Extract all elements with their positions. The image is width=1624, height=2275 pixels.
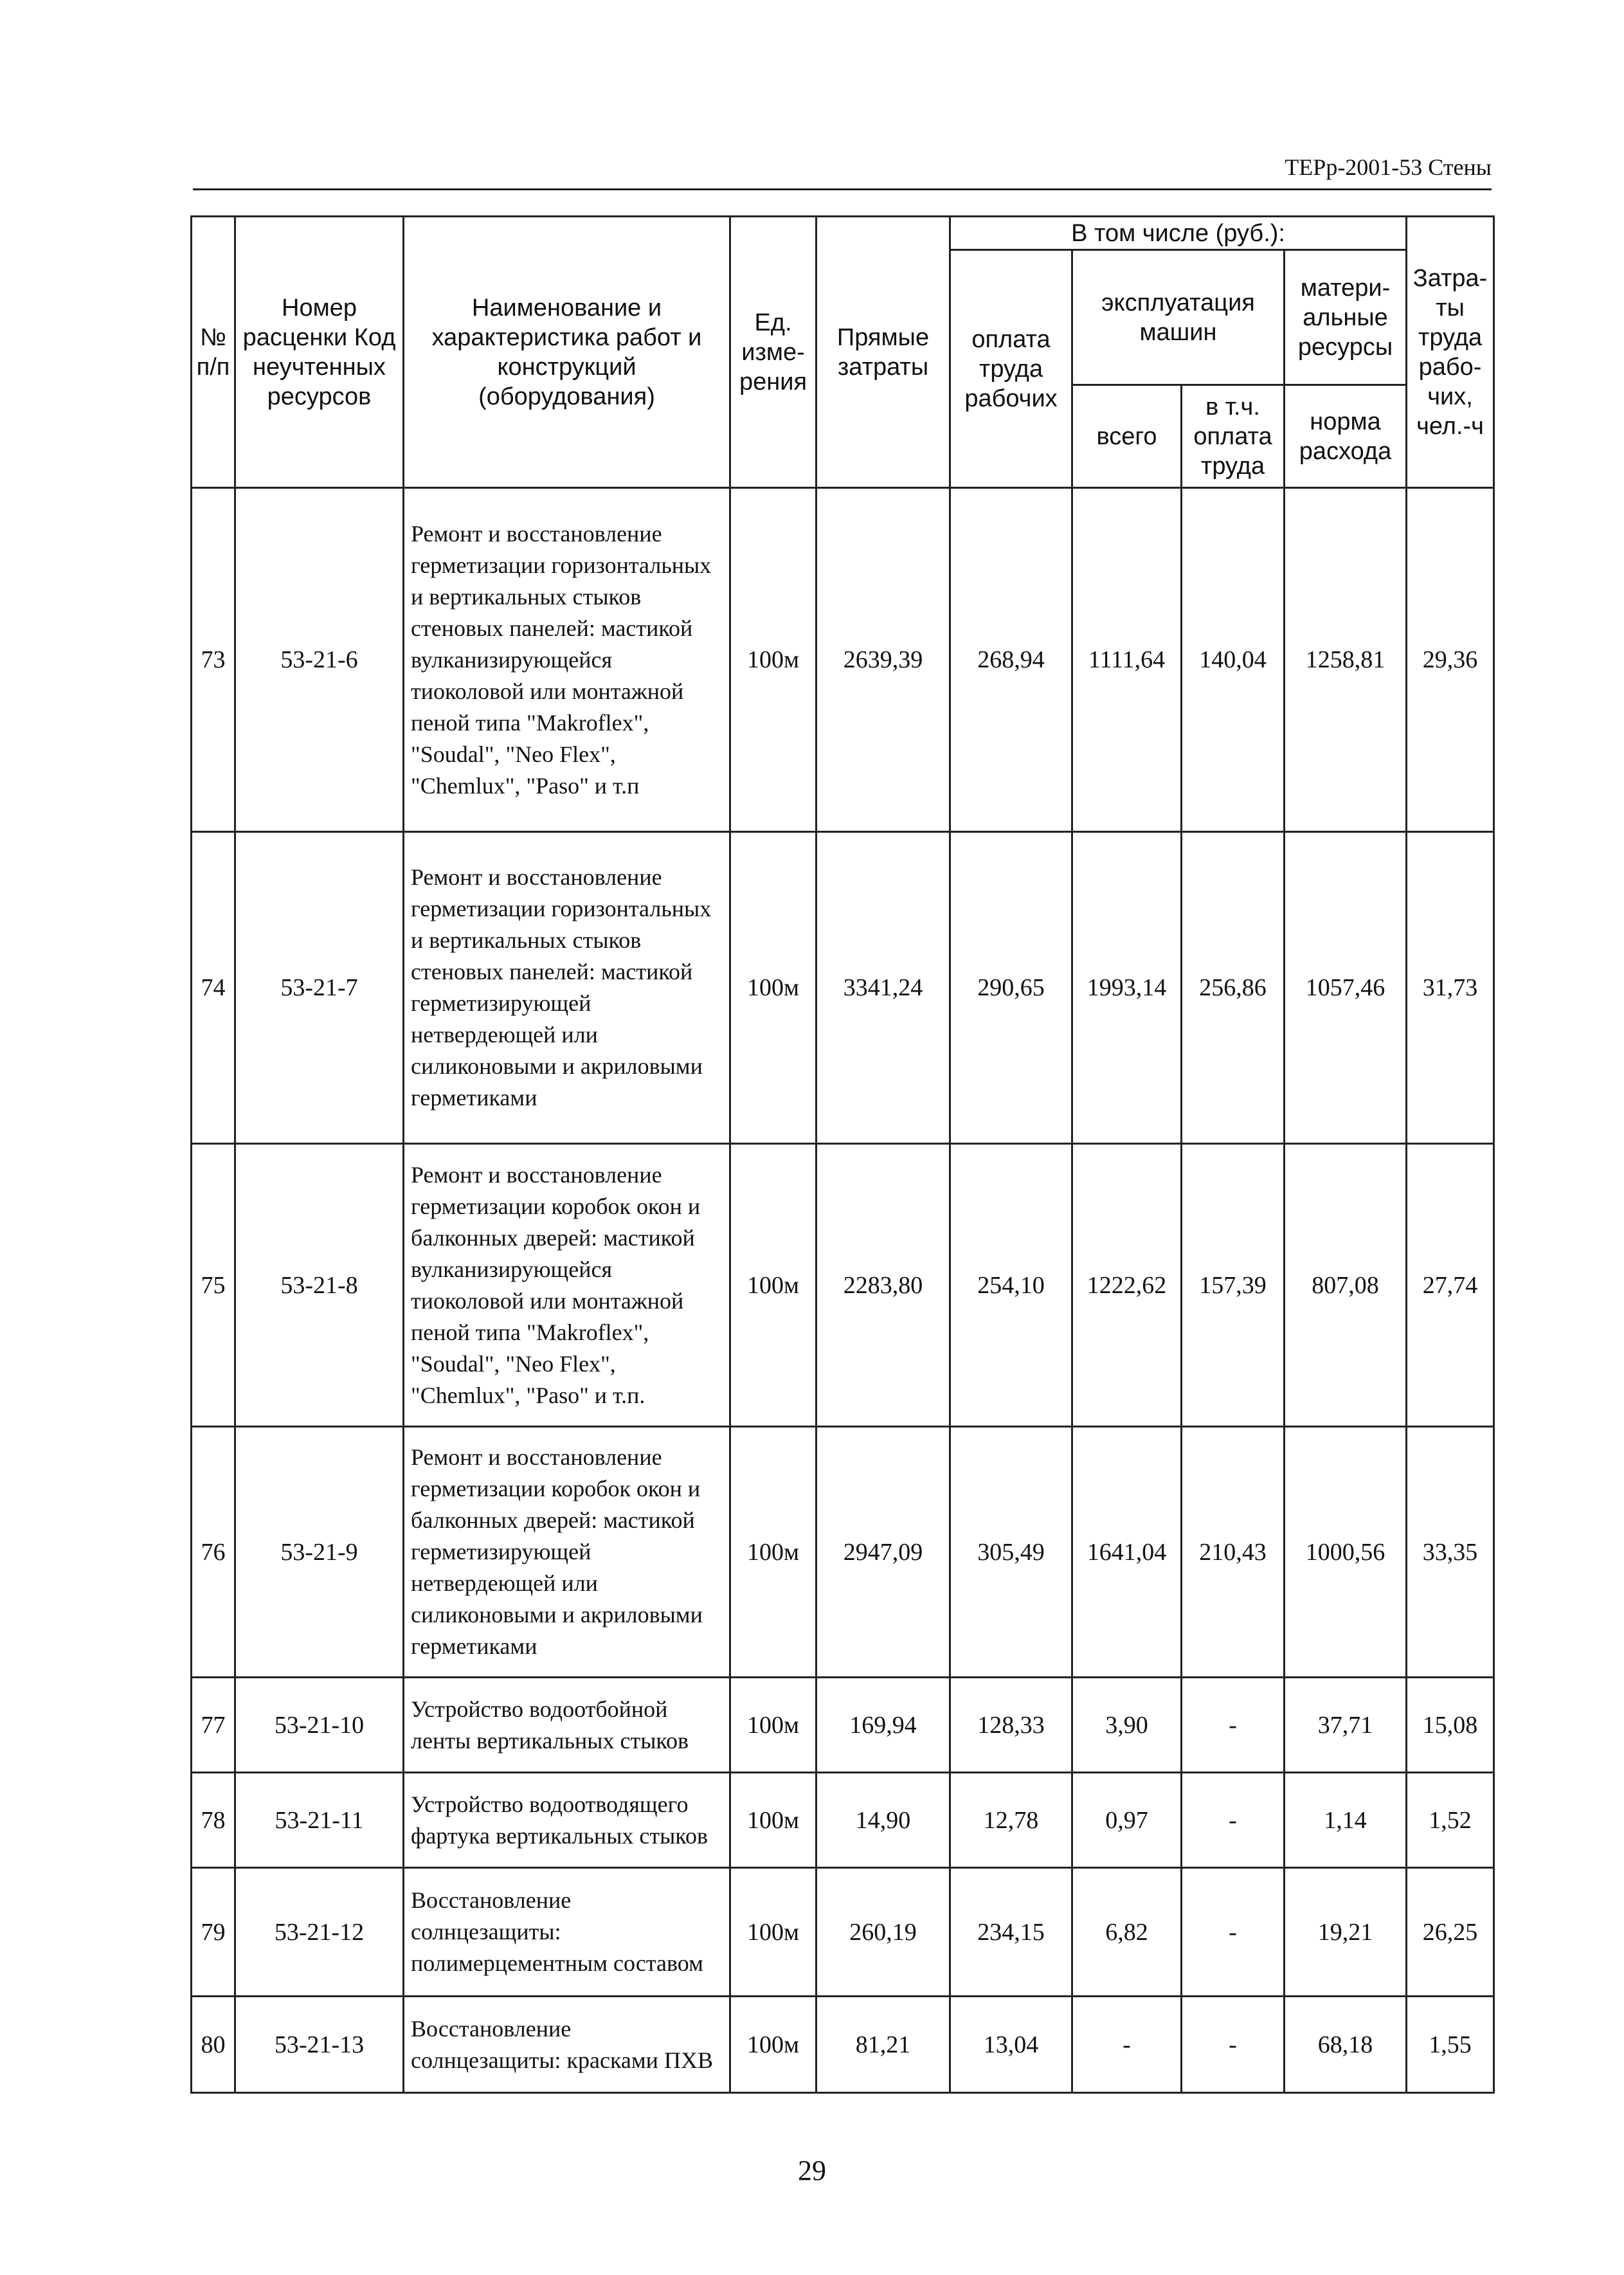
cell-direct: 2947,09: [817, 1427, 950, 1678]
cell-labor-hours: 29,36: [1407, 488, 1494, 832]
cell-unit: 100м: [730, 1773, 817, 1868]
table-row: [192, 1997, 1494, 2093]
cell-labor-pay: 13,04: [950, 1997, 1072, 2093]
document-code: ТЕРр-2001-53 Стены: [1285, 154, 1492, 180]
cell-num: 77: [192, 1678, 235, 1773]
rates-table: [190, 215, 1495, 2094]
table-row: [192, 1868, 1494, 1997]
cell-name: Устройство водоотбойной ленты вертикальных стыков: [404, 1678, 730, 1773]
header-machines: эксплуатация машин: [1072, 250, 1285, 385]
cell-name: Ремонт и восстановление герметизации коробок окон и балконных дверей: мастикой герметизирующей нетвердеющей или силиконовыми и акриловыми герметиками: [404, 1427, 730, 1678]
cell-code: 53-21-9: [235, 1427, 404, 1678]
cell-mach-pay: 210,43: [1182, 1427, 1285, 1678]
table-row: [192, 1144, 1494, 1427]
cell-unit: 100м: [730, 1427, 817, 1678]
cell-direct: 81,21: [817, 1997, 950, 2093]
cell-name: Ремонт и восстановление герметизации горизонтальных и вертикальных стыков стеновых панелей: мастикой герметизирующей нетвердеющей или силиконовыми и акриловыми герметиками: [404, 832, 730, 1144]
cell-name: Ремонт и восстановление герметизации коробок окон и балконных дверей: мастикой вулканизирующейся тиоколовой или монтажной пеной типа "Makroflex", "Soudal", "Neo Flex", "Chemlux", "Paso" и т.п.: [404, 1144, 730, 1427]
cell-code: 53-21-7: [235, 832, 404, 1144]
header-labor-pay: оплата труда рабочих: [950, 250, 1072, 488]
cell-code: 53-21-10: [235, 1678, 404, 1773]
cell-code: 53-21-13: [235, 1997, 404, 2093]
cell-mach-pay: -: [1182, 1678, 1285, 1773]
cell-labor-pay: 12,78: [950, 1773, 1072, 1868]
cell-direct: 260,19: [817, 1868, 950, 1997]
cell-name: Устройство водоотводящего фартука вертикальных стыков: [404, 1773, 730, 1868]
header-num: № п/п: [192, 217, 235, 488]
cell-mach-total: 3,90: [1072, 1678, 1182, 1773]
cell-labor-hours: 27,74: [1407, 1144, 1494, 1427]
cell-labor-pay: 305,49: [950, 1427, 1072, 1678]
cell-num: 78: [192, 1773, 235, 1868]
cell-mach-total: 6,82: [1072, 1868, 1182, 1997]
cell-name: Ремонт и восстановление герметизации горизонтальных и вертикальных стыков стеновых панелей: мастикой вулканизирующейся тиоколовой или монтажной пеной типа "Makroflex", "Soudal", "Neo Flex", "Chemlux", "Paso" и т.п: [404, 488, 730, 832]
cell-labor-pay: 254,10: [950, 1144, 1072, 1427]
cell-materials: 68,18: [1285, 1997, 1407, 2093]
cell-num: 80: [192, 1997, 235, 2093]
cell-num: 79: [192, 1868, 235, 1997]
header-materials: матери-альные ресурсы: [1285, 250, 1407, 385]
cell-unit: 100м: [730, 488, 817, 832]
cell-mach-total: 1222,62: [1072, 1144, 1182, 1427]
cell-labor-hours: 31,73: [1407, 832, 1494, 1144]
header-mach-total: всего: [1072, 385, 1182, 488]
cell-direct: 2639,39: [817, 488, 950, 832]
header-mat-norm: норма расхода: [1285, 385, 1407, 488]
cell-unit: 100м: [730, 832, 817, 1144]
cell-labor-hours: 26,25: [1407, 1868, 1494, 1997]
cell-mach-pay: -: [1182, 1773, 1285, 1868]
cell-labor-hours: 1,52: [1407, 1773, 1494, 1868]
cell-num: 76: [192, 1427, 235, 1678]
cell-direct: 169,94: [817, 1678, 950, 1773]
cell-num: 74: [192, 832, 235, 1144]
header-unit: Ед. изме-рения: [730, 217, 817, 488]
cell-code: 53-21-8: [235, 1144, 404, 1427]
cell-unit: 100м: [730, 1678, 817, 1773]
cell-num: 75: [192, 1144, 235, 1427]
cell-labor-pay: 234,15: [950, 1868, 1072, 1997]
page-number: 29: [798, 2155, 826, 2186]
table-header: [192, 217, 1494, 488]
cell-name: Восстановление солнцезащиты: полимерцементным составом: [404, 1868, 730, 1997]
cell-labor-hours: 15,08: [1407, 1678, 1494, 1773]
cell-labor-hours: 33,35: [1407, 1427, 1494, 1678]
cell-materials: 1000,56: [1285, 1427, 1407, 1678]
cell-mach-pay: 256,86: [1182, 832, 1285, 1144]
cell-mach-total: 0,97: [1072, 1773, 1182, 1868]
table-row: [192, 488, 1494, 832]
cell-code: 53-21-6: [235, 488, 404, 832]
cell-mach-pay: -: [1182, 1868, 1285, 1997]
table-row: [192, 1427, 1494, 1678]
cell-materials: 807,08: [1285, 1144, 1407, 1427]
header-rule: [193, 188, 1492, 190]
cell-labor-hours: 1,55: [1407, 1997, 1494, 2093]
header-mach-pay: в т.ч. оплата труда: [1182, 385, 1285, 488]
cell-direct: 2283,80: [817, 1144, 950, 1427]
header-incl: В том числе (руб.):: [950, 217, 1407, 250]
cell-unit: 100м: [730, 1868, 817, 1997]
cell-mach-pay: -: [1182, 1997, 1285, 2093]
cell-code: 53-21-12: [235, 1868, 404, 1997]
cell-name: Восстановление солнцезащиты: красками ПХВ: [404, 1997, 730, 2093]
cell-num: 73: [192, 488, 235, 832]
cell-mach-total: 1641,04: [1072, 1427, 1182, 1678]
cell-materials: 1057,46: [1285, 832, 1407, 1144]
cell-labor-pay: 268,94: [950, 488, 1072, 832]
cell-mach-total: -: [1072, 1997, 1182, 2093]
cell-direct: 14,90: [817, 1773, 950, 1868]
cell-unit: 100м: [730, 1144, 817, 1427]
cell-labor-pay: 290,65: [950, 832, 1072, 1144]
table-row: [192, 1678, 1494, 1773]
header-code: Номер расценки Код неучтенных ресурсов: [235, 217, 404, 488]
cell-code: 53-21-11: [235, 1773, 404, 1868]
header-name: Наименование и характеристика работ и конструкций (оборудования): [404, 217, 730, 488]
cell-materials: 37,71: [1285, 1678, 1407, 1773]
header-labor-hours: Затра-ты труда рабо-чих, чел.-ч: [1407, 217, 1494, 488]
cell-direct: 3341,24: [817, 832, 950, 1144]
header-direct: Прямые затраты: [817, 217, 950, 488]
cell-unit: 100м: [730, 1997, 817, 2093]
table-row: [192, 1773, 1494, 1868]
cell-mach-pay: 140,04: [1182, 488, 1285, 832]
cell-materials: 1,14: [1285, 1773, 1407, 1868]
cell-materials: 1258,81: [1285, 488, 1407, 832]
cell-mach-total: 1111,64: [1072, 488, 1182, 832]
cell-mach-total: 1993,14: [1072, 832, 1182, 1144]
cell-mach-pay: 157,39: [1182, 1144, 1285, 1427]
cell-materials: 19,21: [1285, 1868, 1407, 1997]
table-row: [192, 832, 1494, 1144]
cell-labor-pay: 128,33: [950, 1678, 1072, 1773]
